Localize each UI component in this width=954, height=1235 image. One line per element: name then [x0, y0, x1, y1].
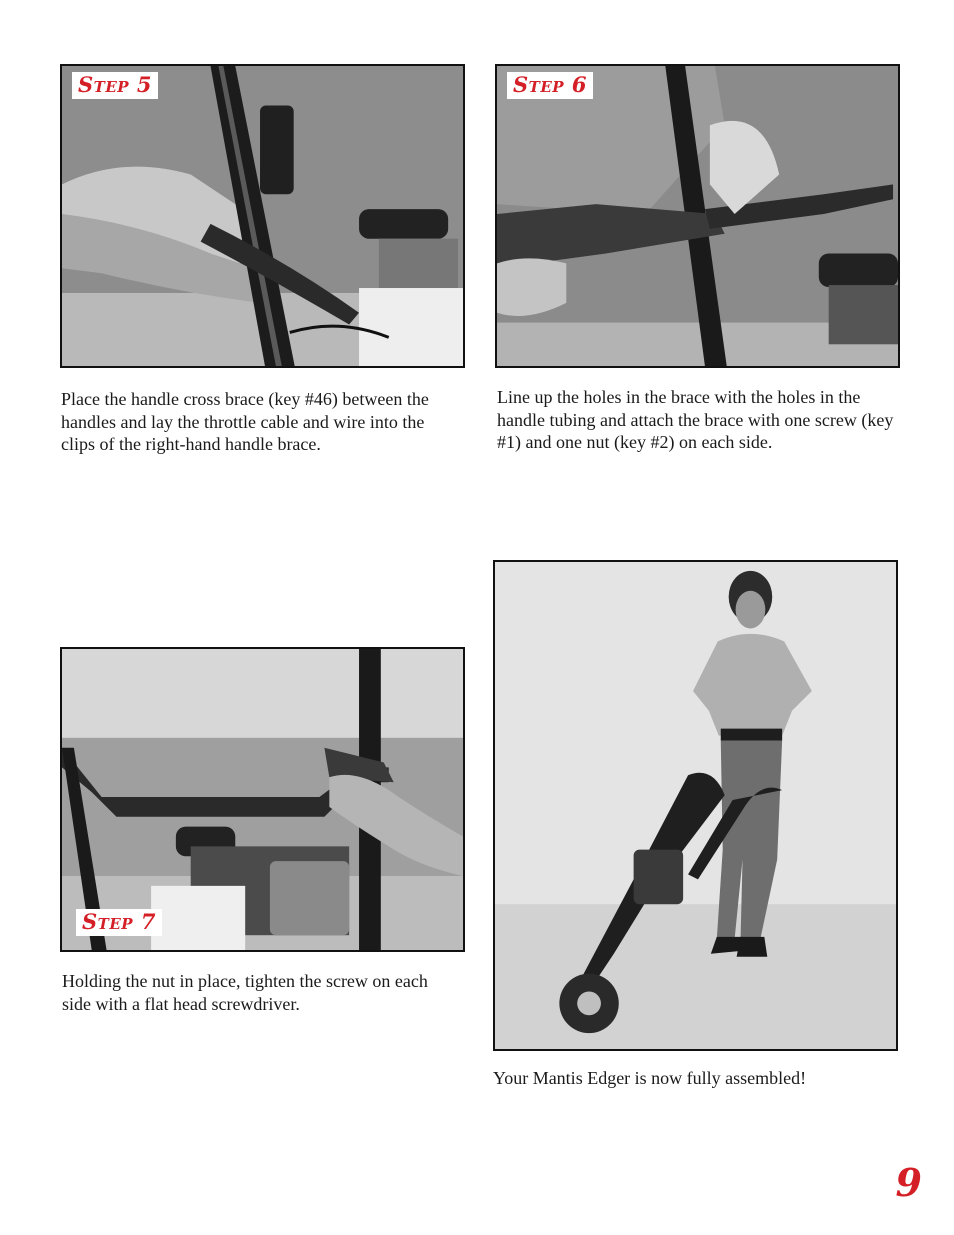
- step-7-photo: [60, 647, 465, 952]
- step-6-label: Step 6: [507, 72, 593, 99]
- page-number: 9: [895, 1160, 922, 1205]
- step-5-caption: Place the handle cross brace (key #46) between the handles and lay the throttle cable and wire into the clips of the right-hand handle brace.: [61, 389, 429, 454]
- step-5-photo: [60, 64, 465, 368]
- step-7-caption: Holding the nut in place, tighten the screw on each side with a flat head screwdriver.: [62, 971, 428, 1014]
- step-7-label: Step 7: [76, 909, 162, 936]
- step-5-label: Step 5: [72, 72, 158, 99]
- step-6-caption: Line up the holes in the brace with the holes in the handle tubing and attach the brace with one screw (key #1) and one nut (key #2) on each side.: [497, 387, 894, 452]
- step-6-photo: [495, 64, 900, 368]
- assembled-edger-photo: [493, 560, 898, 1051]
- final-caption: Your Mantis Edger is now fully assembled!: [493, 1068, 807, 1088]
